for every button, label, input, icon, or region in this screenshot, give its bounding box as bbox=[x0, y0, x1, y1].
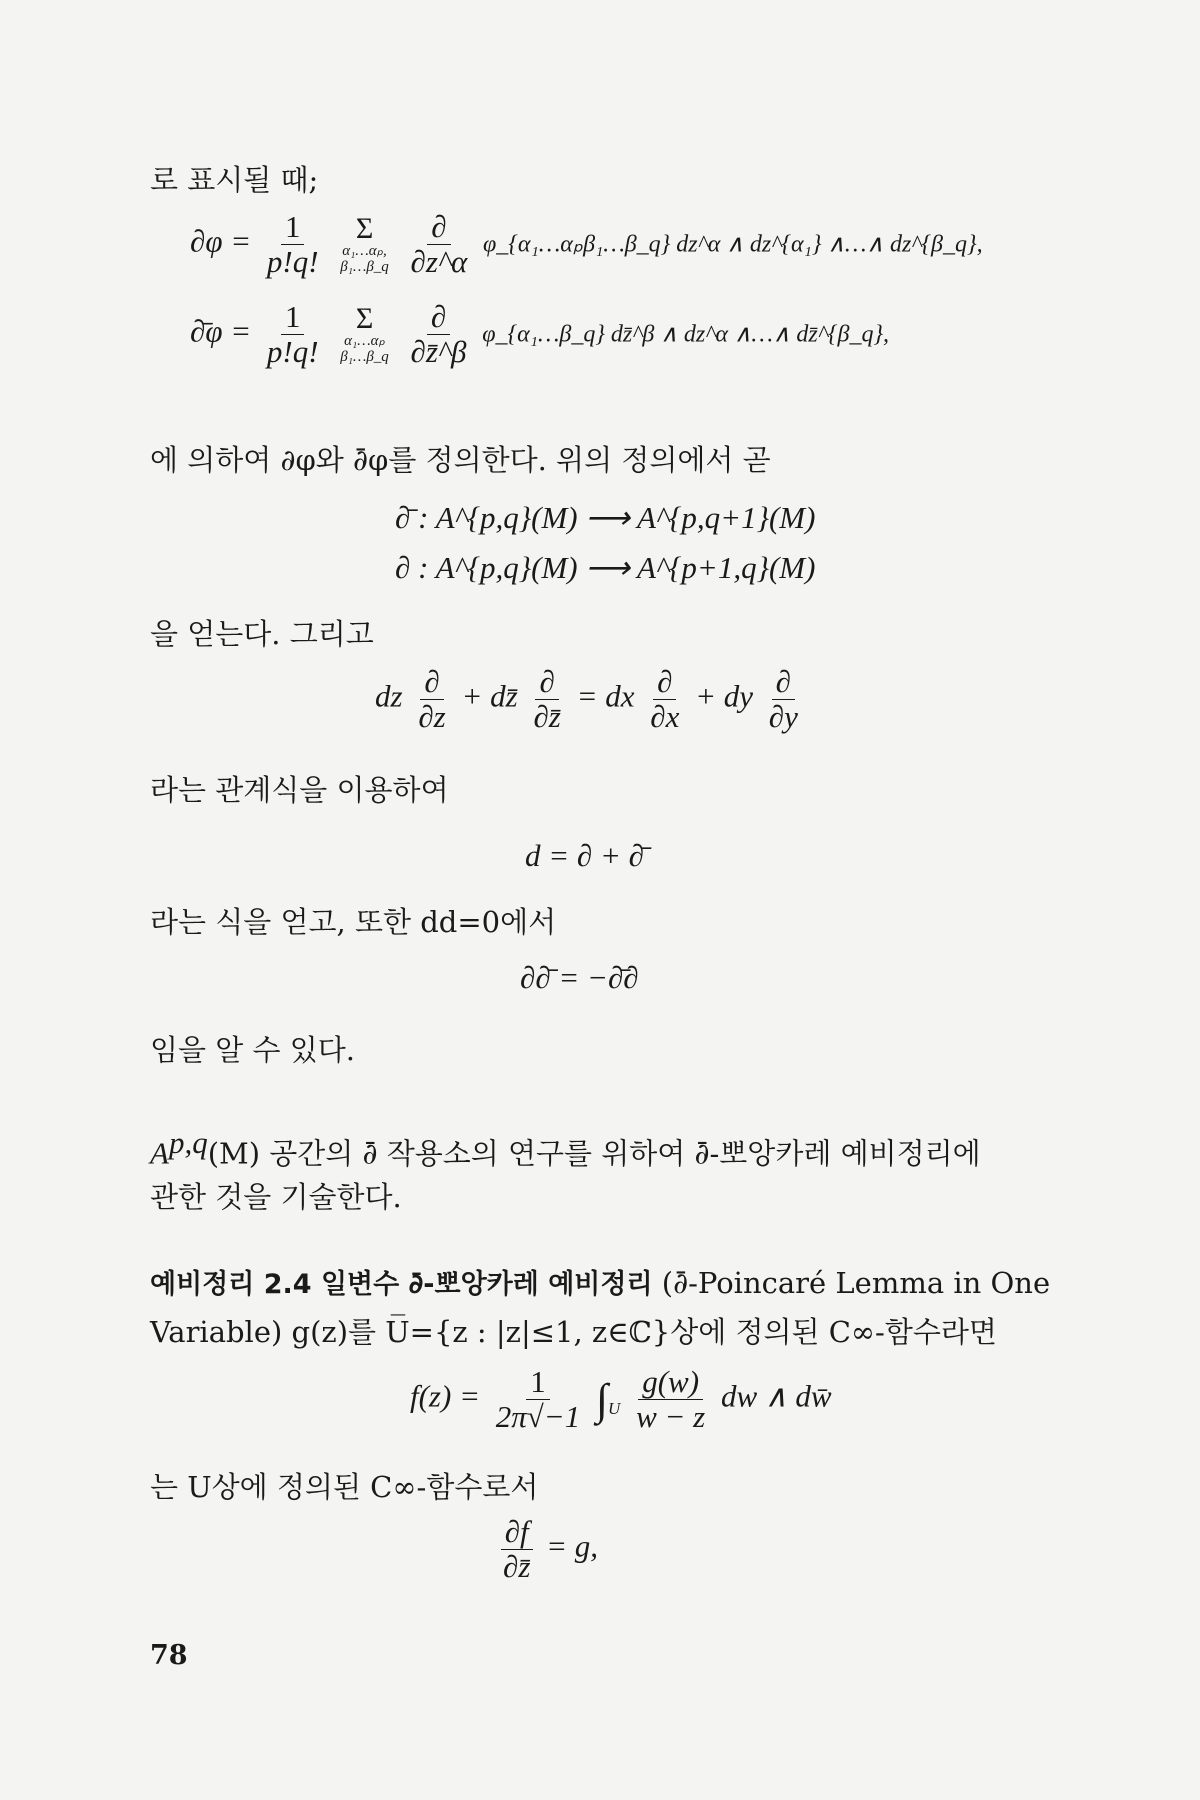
summation bbox=[340, 211, 389, 276]
paragraph-line bbox=[150, 1125, 981, 1173]
sum-index: β₁…β_q bbox=[340, 348, 389, 365]
fraction-denominator: ∂y bbox=[768, 699, 798, 735]
sum-index: α₁…αₚ, bbox=[342, 242, 387, 259]
summation bbox=[340, 301, 389, 366]
fraction-numerator: ∂ bbox=[653, 665, 676, 700]
eq-term: + dy bbox=[695, 678, 754, 714]
fraction-numerator: ∂ bbox=[535, 665, 558, 700]
fraction-numerator: 1 bbox=[281, 300, 305, 335]
sigma-icon: Σ bbox=[355, 211, 374, 245]
eq-tail: = g, bbox=[546, 1528, 599, 1564]
fraction bbox=[529, 665, 564, 734]
equation-del-phi bbox=[190, 210, 983, 279]
paragraph-line: 관한 것을 기술한다. bbox=[150, 1180, 402, 1214]
fraction bbox=[263, 210, 323, 279]
sum-index: β₁…β_q bbox=[340, 258, 389, 275]
fraction-denominator: 2π√−1 bbox=[495, 1399, 581, 1435]
sigma-icon: Σ bbox=[355, 301, 374, 335]
fraction-numerator: ∂ bbox=[772, 665, 795, 700]
fraction-numerator: ∂ bbox=[420, 665, 443, 700]
fraction bbox=[765, 665, 802, 734]
text-line: 는 U상에 정의된 C∞-함수로서 bbox=[150, 1470, 539, 1504]
fraction-denominator: ∂z̄^β bbox=[410, 334, 467, 370]
derivative-fraction bbox=[407, 300, 471, 369]
text-line: 라는 관계식을 이용하여 bbox=[150, 773, 449, 807]
paragraph-text: (M) 공간의 ∂̄ 작용소의 연구를 위하여 ∂̄-뽀앙카레 예비정리에 bbox=[207, 1136, 981, 1171]
sum-index: α₁…αₚ bbox=[344, 332, 385, 349]
text-line: 을 얻는다. 그리고 bbox=[150, 617, 374, 651]
space-superscript: p,q bbox=[168, 1125, 208, 1160]
lemma-title-english: (∂̄-Poincaré Lemma in One bbox=[661, 1266, 1051, 1300]
text-line: 라는 식을 얻고, 또한 dd=0에서 bbox=[150, 905, 557, 939]
text-line: 에 의하여 ∂φ와 ∂̄φ를 정의한다. 위의 정의에서 곧 bbox=[150, 443, 771, 477]
text-line: 임을 알 수 있다. bbox=[150, 1033, 355, 1067]
map-delbar: ∂̄ : A^{p,q}(M) ⟶ A^{p,q+1}(M) bbox=[395, 500, 816, 535]
integral-icon: ∫ bbox=[595, 1375, 609, 1425]
equation-anticommute: ∂∂̄ = −∂̄∂ bbox=[520, 960, 639, 995]
fraction-denominator: ∂z bbox=[418, 699, 446, 735]
fraction-denominator: ∂x bbox=[650, 699, 680, 735]
fraction-numerator: 1 bbox=[526, 1365, 550, 1400]
eq-tail: φ_{α₁…αₚβ₁…β_q} dz^α ∧ dz^{α₁} ∧…∧ dz^{β_q}, bbox=[483, 231, 983, 258]
equation-dbar-f bbox=[495, 1515, 598, 1584]
fraction bbox=[492, 1365, 584, 1434]
fraction-denominator: p!q! bbox=[266, 244, 319, 280]
fraction bbox=[646, 665, 683, 734]
page-number: 78 bbox=[150, 1640, 188, 1671]
lemma-heading bbox=[150, 1262, 1050, 1301]
fraction-denominator: p!q! bbox=[266, 334, 319, 370]
eq-term: dz bbox=[375, 678, 403, 714]
fraction-numerator: ∂ bbox=[427, 300, 450, 335]
equation-d: d = ∂ + ∂̄ bbox=[525, 838, 644, 873]
map-del: ∂ : A^{p,q}(M) ⟶ A^{p+1,q}(M) bbox=[395, 550, 816, 585]
fraction-denominator: w − z bbox=[636, 1399, 706, 1435]
eq-term: = dx bbox=[576, 678, 635, 714]
equation-cauchy-integral bbox=[410, 1365, 832, 1434]
lemma-title: 예비정리 2.4 일변수 ∂̄-뽀앙카레 예비정리 bbox=[150, 1269, 653, 1300]
fraction bbox=[263, 300, 323, 369]
eq-tail: dw ∧ dw̄ bbox=[720, 1378, 832, 1414]
fraction-numerator: ∂f bbox=[501, 1515, 533, 1550]
fraction-numerator: ∂ bbox=[427, 210, 450, 245]
eq-tail: φ_{α₁…β_q} dz̄^β ∧ dz^α ∧…∧ dz̄^{β_q}, bbox=[482, 321, 890, 348]
eq-term: + dz̄ bbox=[461, 678, 518, 714]
fraction-denominator: ∂z̄ bbox=[503, 1549, 531, 1585]
space-symbol: A bbox=[150, 1135, 169, 1171]
fraction bbox=[499, 1515, 534, 1584]
equation-relation bbox=[375, 665, 806, 734]
eq-lhs: ∂̄φ = bbox=[190, 313, 252, 349]
fraction bbox=[414, 665, 449, 734]
eq-lhs: ∂φ = bbox=[190, 223, 252, 259]
eq-lhs: f(z) = bbox=[410, 1378, 480, 1414]
fraction-numerator: 1 bbox=[281, 210, 305, 245]
lemma-line: Variable) g(z)를 U̅={z : |z|≤1, z∈ℂ}상에 정의된 C∞-함수라면 bbox=[150, 1315, 997, 1349]
integrand-fraction bbox=[632, 1365, 709, 1434]
fraction-denominator: ∂z^α bbox=[410, 244, 468, 280]
fraction-numerator: g(w) bbox=[638, 1365, 703, 1400]
equation-delbar-phi bbox=[190, 300, 889, 369]
derivative-fraction bbox=[407, 210, 472, 279]
integral-domain: U bbox=[608, 1398, 621, 1418]
text-line: 로 표시될 때; bbox=[150, 163, 319, 197]
fraction-denominator: ∂z̄ bbox=[533, 699, 561, 735]
